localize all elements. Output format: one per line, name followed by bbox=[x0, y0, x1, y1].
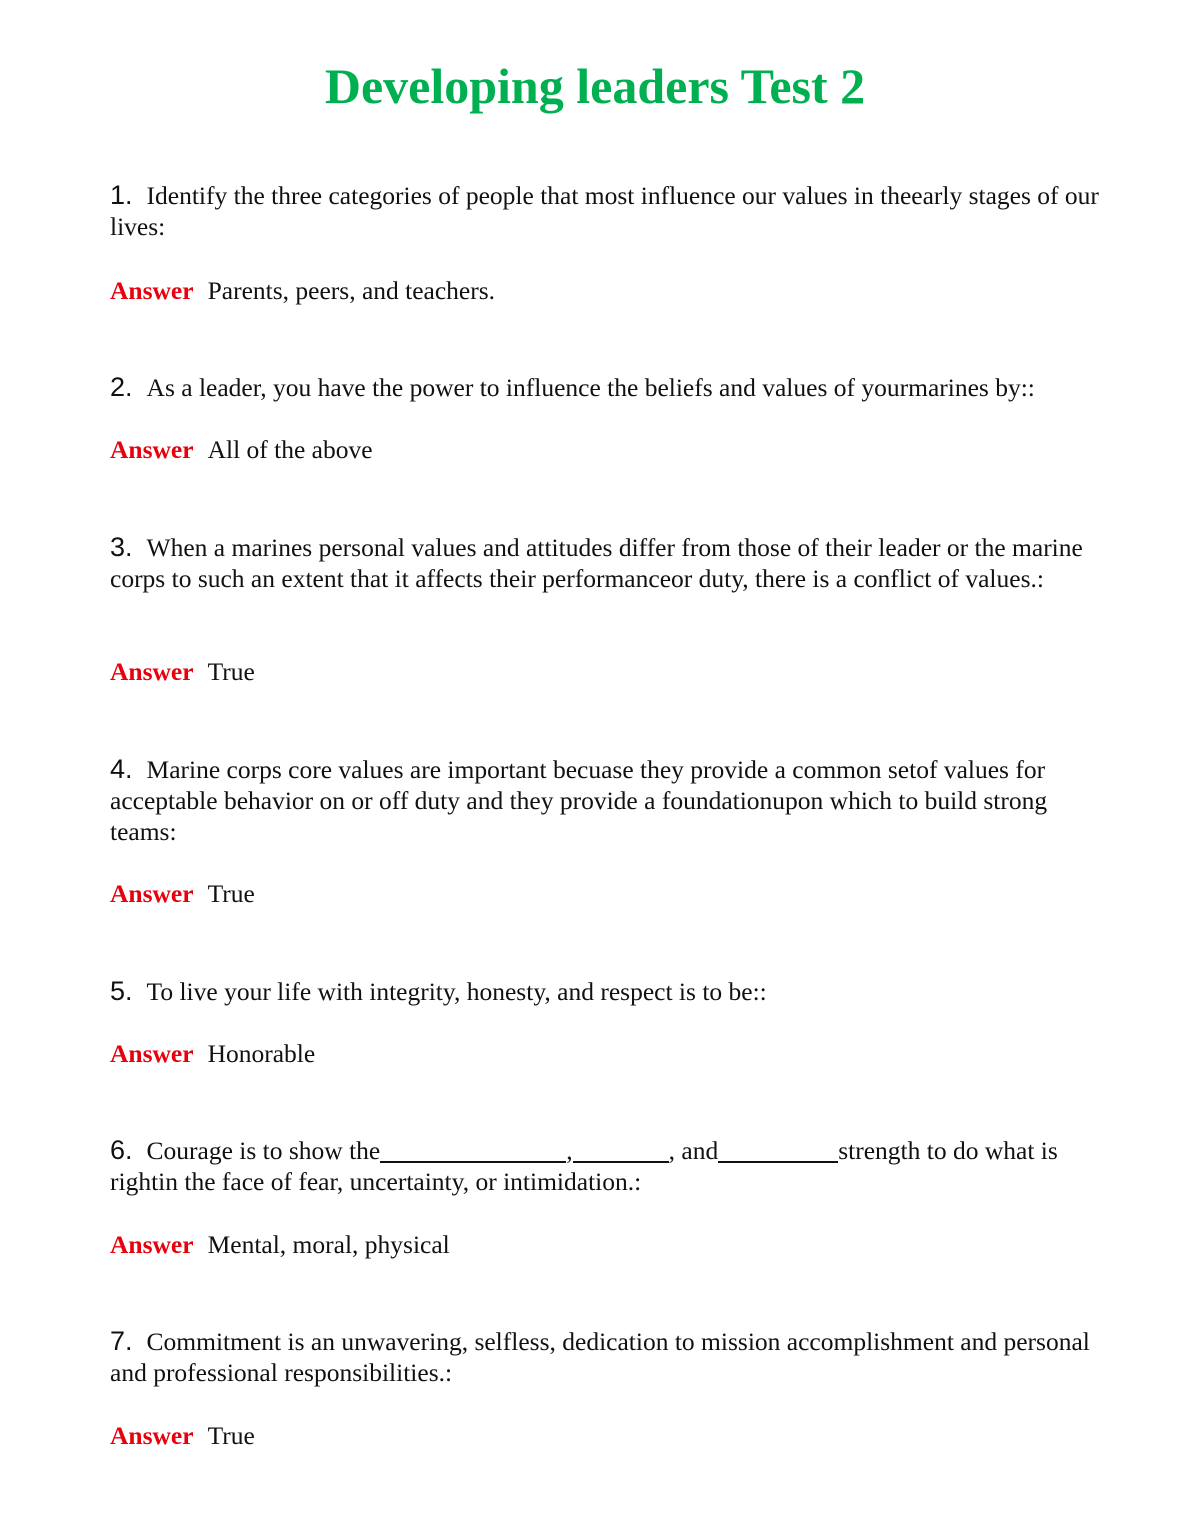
answer-label: Answer bbox=[110, 879, 194, 908]
question-number: 2. bbox=[110, 372, 133, 402]
question-number: 3. bbox=[110, 532, 133, 562]
blank-line bbox=[718, 1137, 838, 1163]
question-7 bbox=[110, 1326, 1100, 1388]
question-number: 4. bbox=[110, 754, 133, 784]
answer-text: True bbox=[207, 657, 255, 686]
answer-text: Parents, peers, and teachers. bbox=[207, 276, 496, 305]
answer-label: Answer bbox=[110, 1230, 194, 1259]
answer-label: Answer bbox=[110, 1039, 194, 1068]
answer-5 bbox=[110, 1038, 1100, 1069]
question-1 bbox=[110, 180, 1100, 242]
answer-6 bbox=[110, 1229, 1100, 1260]
question-number: 1. bbox=[110, 180, 133, 210]
question-number: 6. bbox=[110, 1135, 133, 1165]
question-number: 7. bbox=[110, 1326, 133, 1356]
answer-text: Mental, moral, physical bbox=[207, 1230, 450, 1259]
question-4 bbox=[110, 754, 1100, 847]
answer-label: Answer bbox=[110, 1421, 194, 1450]
blank-line bbox=[573, 1137, 669, 1163]
answer-label: Answer bbox=[110, 657, 194, 686]
question-6 bbox=[110, 1135, 1100, 1197]
question-text-tail: strength to do what is rightin the face of fear, uncertainty, or intimidation.: bbox=[110, 1136, 1058, 1196]
answer-7 bbox=[110, 1420, 1100, 1451]
answer-text: All of the above bbox=[207, 435, 373, 464]
question-3 bbox=[110, 532, 1100, 594]
page-title: Developing leaders Test 2 bbox=[324, 58, 866, 114]
question-text: To live your life with integrity, honesty, and respect is to be:: bbox=[146, 977, 767, 1006]
question-text: When a marines personal values and attitudes differ from those of their leader or the marine corps to such an extent that it affects their performanceor duty, there is a conflict of values.: bbox=[110, 533, 1083, 593]
answer-label: Answer bbox=[110, 435, 194, 464]
answer-label: Answer bbox=[110, 276, 194, 305]
question-text: As a leader, you have the power to influence the beliefs and values of yourmarines by:: bbox=[146, 373, 1035, 402]
question-text: Commitment is an unwavering, selfless, dedication to mission accomplishment and personal and professional responsibilities.: bbox=[110, 1327, 1090, 1387]
answer-text: Honorable bbox=[207, 1039, 316, 1068]
question-text-sep: , and bbox=[668, 1136, 719, 1165]
question-text: Marine corps core values are important becuase they provide a common setof values for acceptable behavior on or off duty and they provide a foundationupon which to build strong teams: bbox=[110, 755, 1048, 846]
answer-text: True bbox=[207, 1421, 255, 1450]
answer-2 bbox=[110, 434, 1100, 465]
question-number: 5. bbox=[110, 976, 133, 1006]
answer-text: True bbox=[207, 879, 255, 908]
question-text-sep: , bbox=[566, 1136, 573, 1165]
question-2 bbox=[110, 372, 1100, 403]
answer-1 bbox=[110, 275, 1100, 306]
question-5 bbox=[110, 976, 1100, 1007]
question-text: Identify the three categories of people that most influence our values in theearly stages of our lives: bbox=[110, 181, 1099, 241]
blank-line bbox=[380, 1137, 566, 1163]
question-text-lead: Courage is to show the bbox=[146, 1136, 381, 1165]
answer-4 bbox=[110, 878, 1100, 909]
answer-3 bbox=[110, 656, 1100, 687]
